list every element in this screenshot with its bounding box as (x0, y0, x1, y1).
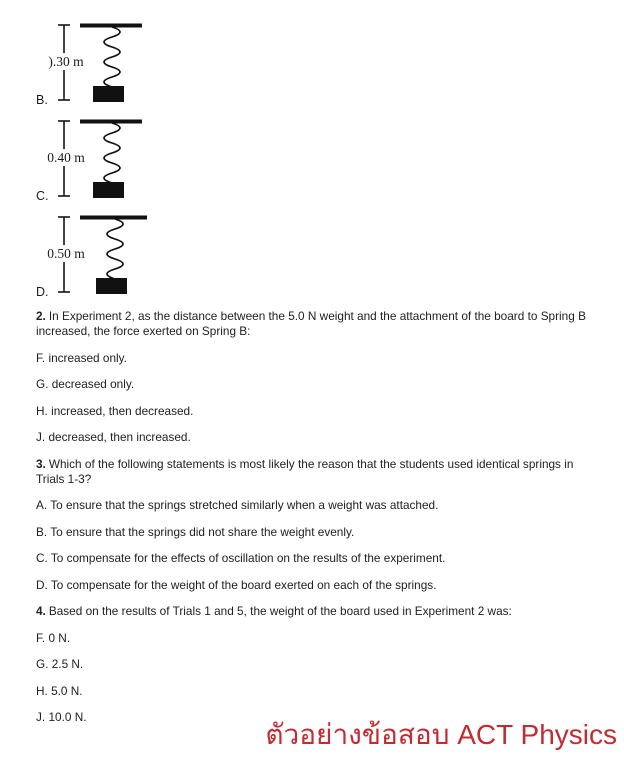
watermark-caption: ตัวอย่างข้อสอบ ACT Physics (265, 719, 617, 750)
spring-diagram-d (30, 204, 190, 300)
diagram-option-letter: D. (36, 285, 49, 299)
question-number: 2. (36, 309, 46, 323)
answer-option: G. 2.5 N. (36, 657, 84, 671)
spring-coil-icon (104, 123, 120, 183)
question-text (36, 457, 608, 487)
answer-diagrams (0, 0, 624, 300)
question-line: Based on the results of Trials 1 and 5, the weight of the board used in Experiment 2 was: (48, 604, 512, 618)
question-text (36, 604, 608, 619)
answer-option: F. 0 N. (36, 630, 71, 645)
diagram-option-letter: C. (36, 189, 49, 203)
answer-option: F. increased only. (36, 350, 127, 365)
answer-option: C. To compensate for the effects of oscillation on the results of the experiment. (36, 551, 446, 565)
measurement-label: ).30 m (48, 54, 84, 69)
question-line: Which of the following statements is most likely the reason that the students used identical springs in (48, 456, 574, 471)
question-number: 3. (36, 456, 46, 471)
spring-coil-icon (107, 219, 123, 279)
answer-option: H. 5.0 N. (36, 683, 83, 698)
diagram-option-letter: B. (36, 93, 48, 107)
weight-block (93, 86, 124, 102)
spring-diagram-b (30, 12, 190, 108)
spring-diagram-c (30, 108, 190, 204)
answer-option: H. increased, then decreased. (36, 403, 194, 418)
answer-option: B. To ensure that the springs did not share the weight evenly. (36, 524, 355, 539)
answer-option: J. decreased, then increased. (36, 430, 191, 444)
spring-coil-icon (104, 27, 120, 87)
question-line: Trials 1-3? (36, 471, 92, 486)
measurement-label: 0.40 m (47, 150, 85, 165)
question-4 (36, 604, 608, 725)
questions-section (36, 309, 608, 725)
question-number: 4. (36, 604, 46, 618)
question-text (36, 309, 608, 339)
question-3 (36, 457, 608, 593)
question-line: In Experiment 2, as the distance between the 5.0 N weight and the attachment of the board to Spring B (48, 309, 586, 323)
question-2 (36, 309, 608, 445)
answer-option: G. decreased only. (36, 377, 135, 391)
answer-option: J. 10.0 N. (36, 710, 87, 724)
measurement-label: 0.50 m (47, 246, 85, 261)
answer-option: A. To ensure that the springs stretched similarly when a weight was attached. (36, 498, 439, 512)
answer-option: D. To compensate for the weight of the board exerted on each of the springs. (36, 577, 437, 592)
weight-block (96, 278, 127, 294)
weight-block (93, 182, 124, 198)
question-line: increased, the force exerted on Spring B: (36, 324, 251, 338)
